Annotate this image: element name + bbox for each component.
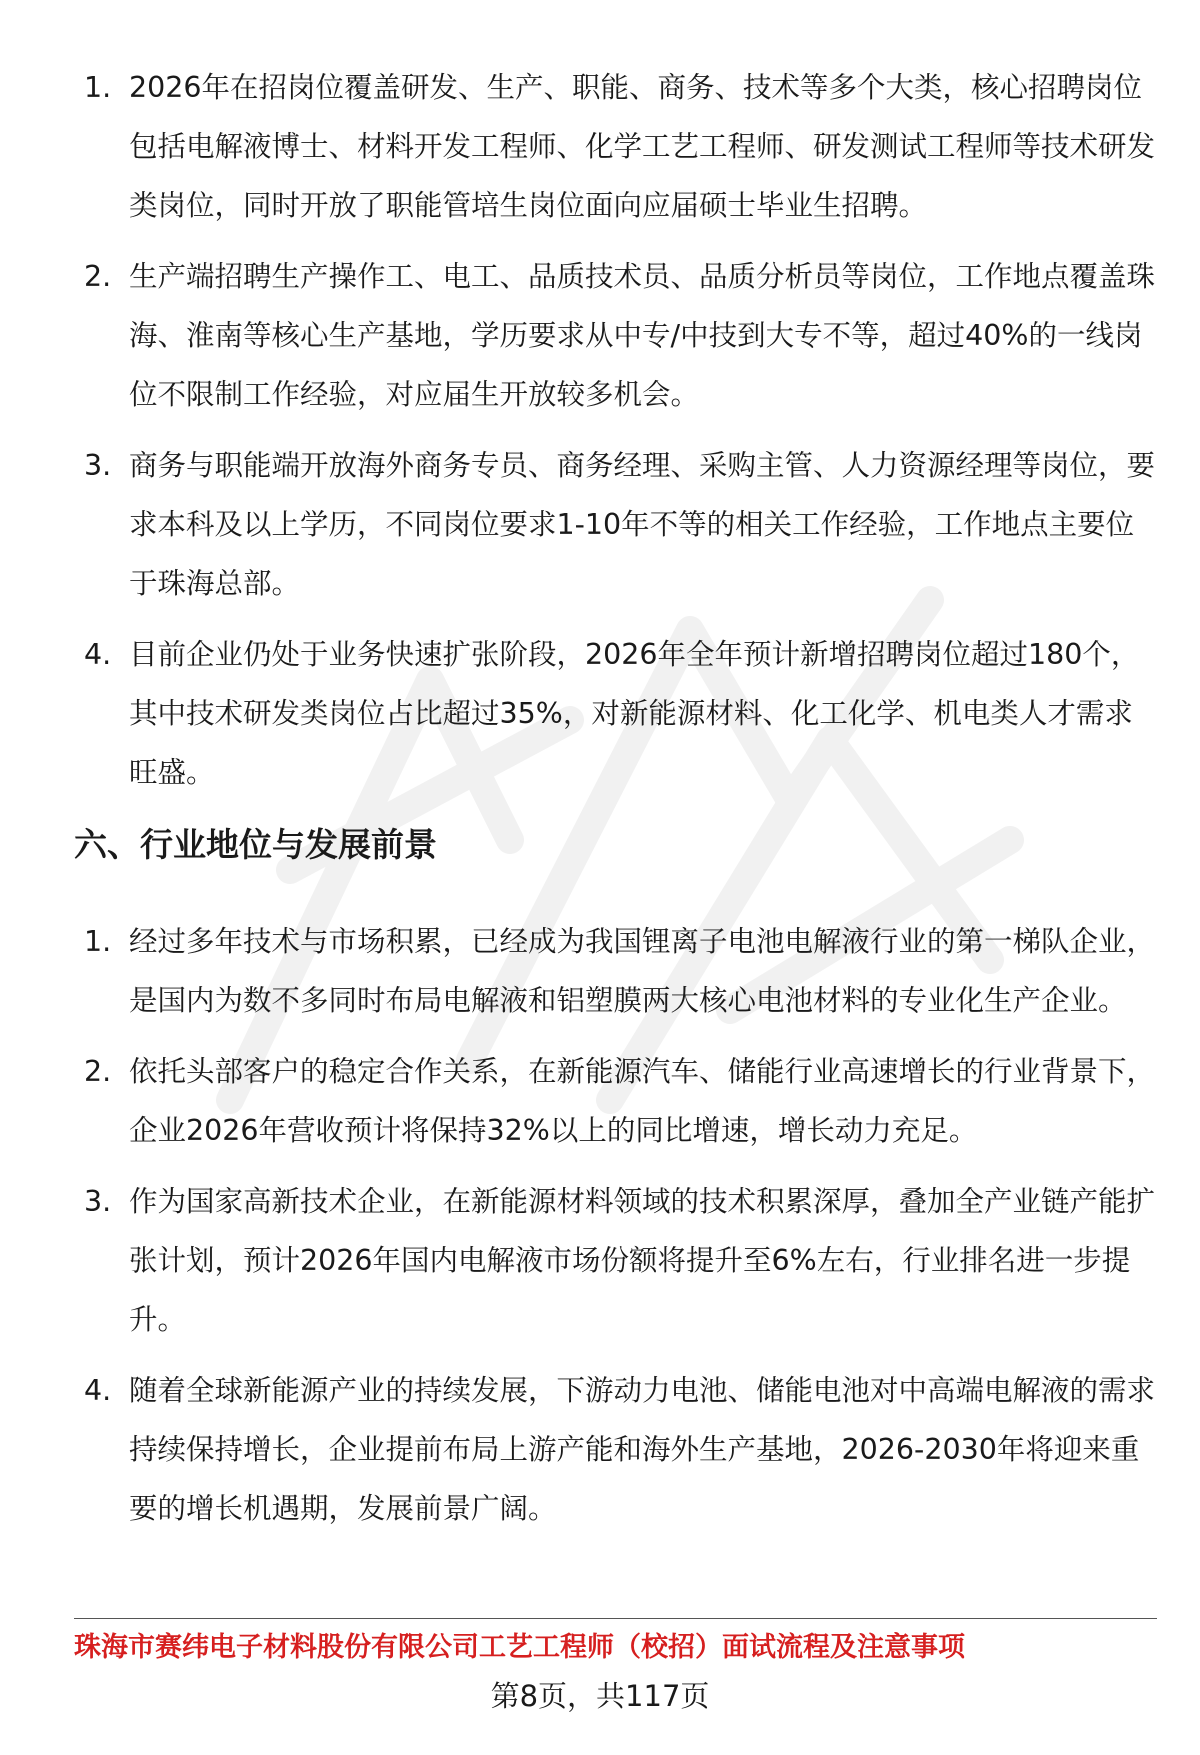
list-item (74, 58, 1159, 235)
list-item (74, 247, 1159, 424)
list-item-number: 2. (84, 1055, 112, 1088)
list-item (74, 912, 1159, 1030)
list-item-text: 目前企业仍处于业务快速扩张阶段，2026年全年预计新增招聘岗位超过180个，其中技术研发类岗位占比超过35%，对新能源材料、化工化学、机电类人才需求旺盛。 (129, 638, 1140, 789)
list-item-number: 4. (84, 638, 112, 671)
list-item-text: 生产端招聘生产操作工、电工、品质技术员、品质分析员等岗位，工作地点覆盖珠海、淮南等核心生产基地，学历要求从中专/中技到大专不等，超过40%的一线岗位不限制工作经验，对应届生开放较多机会。 (129, 260, 1156, 411)
list-item-number: 1. (84, 71, 112, 104)
list-item (74, 625, 1159, 802)
list-item-number: 1. (84, 925, 112, 958)
list-item (74, 1042, 1159, 1160)
list-item (74, 436, 1159, 613)
list-item-text: 经过多年技术与市场积累，已经成为我国锂离子电池电解液行业的第一梯队企业，是国内为数不多同时布局电解液和铝塑膜两大核心电池材料的专业化生产企业。 (129, 925, 1156, 1017)
list-item-text: 依托头部客户的稳定合作关系，在新能源汽车、储能行业高速增长的行业背景下，企业2026年营收预计将保持32%以上的同比增速，增长动力充足。 (129, 1055, 1156, 1147)
list-item-number: 3. (84, 1185, 112, 1218)
industry-outlook-list (74, 912, 1159, 1550)
list-item-text: 作为国家高新技术企业，在新能源材料领域的技术积累深厚，叠加全产业链产能扩张计划，预计2026年国内电解液市场份额将提升至6%左右，行业排名进一步提升。 (129, 1185, 1156, 1336)
list-item-number: 2. (84, 260, 112, 293)
page-number: 第8页，共117页 (490, 1679, 710, 1713)
footer-document-title: 珠海市赛纬电子材料股份有限公司工艺工程师（校招）面试流程及注意事项 (74, 1632, 965, 1663)
job-overview-list (74, 58, 1159, 814)
list-item-number: 3. (84, 449, 112, 482)
list-item-text: 商务与职能端开放海外商务专员、商务经理、采购主管、人力资源经理等岗位，要求本科及以上学历，不同岗位要求1-10年不等的相关工作经验，工作地点主要位于珠海总部。 (129, 449, 1156, 600)
list-item (74, 1361, 1159, 1538)
list-item-text: 随着全球新能源产业的持续发展，下游动力电池、储能电池对中高端电解液的需求持续保持增长，企业提前布局上游产能和海外生产基地，2026-2030年将迎来重要的增长机遇期，发展前景广阔。 (129, 1374, 1156, 1525)
footer-divider (74, 1618, 1157, 1619)
list-item (74, 1172, 1159, 1349)
section-heading: 六、行业地位与发展前景 (74, 825, 437, 864)
list-item-number: 4. (84, 1374, 112, 1407)
list-item-text: 2026年在招岗位覆盖研发、生产、职能、商务、技术等多个大类，核心招聘岗位包括电解液博士、材料开发工程师、化学工艺工程师、研发测试工程师等技术研发类岗位，同时开放了职能管培生岗位面向应届硕士毕业生招聘。 (129, 71, 1156, 222)
